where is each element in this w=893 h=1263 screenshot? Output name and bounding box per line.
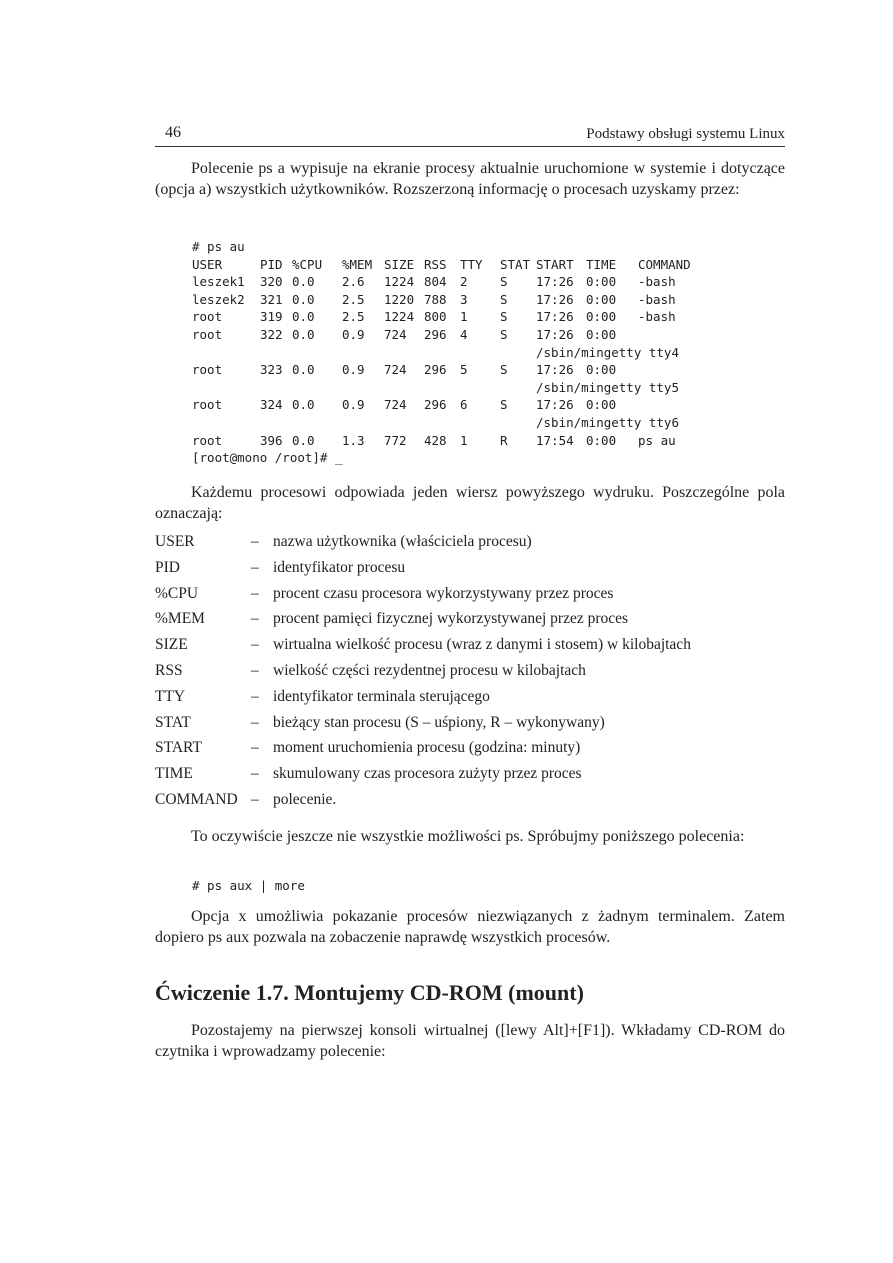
definition-row	[155, 713, 795, 739]
terminal-cell-rss: 296	[424, 397, 447, 413]
terminal-row	[192, 326, 752, 344]
terminal-cell-size: 724	[384, 326, 407, 342]
definition-row	[155, 635, 795, 661]
definition-dash: –	[251, 790, 259, 808]
terminal-cell-time: 0:00	[586, 397, 617, 413]
terminal-cell-command: /sbin/mingetty tty5	[536, 379, 679, 395]
terminal-cell-command: /sbin/mingetty tty4	[536, 344, 679, 360]
page-header	[155, 124, 785, 147]
definition-row	[155, 687, 795, 713]
terminal-cell-mem: 0.9	[342, 397, 365, 413]
definition-desc: moment uruchomienia procesu (godzina: minuty)	[273, 739, 581, 757]
terminal-cell-user: root	[192, 432, 223, 448]
definition-row	[155, 584, 795, 610]
terminal-cell-pid: 396	[260, 432, 283, 448]
definition-dash: –	[251, 765, 259, 783]
definition-term: START	[155, 739, 202, 757]
definition-term: TIME	[155, 765, 193, 783]
definition-row	[155, 738, 795, 764]
terminal-cell-time: 0:00	[586, 326, 617, 342]
terminal-row-command-wrap	[192, 379, 752, 397]
terminal-cell-pid: 322	[260, 326, 283, 342]
terminal-cell-cpu: 0.0	[292, 397, 315, 413]
definition-dash: –	[251, 739, 259, 757]
terminal-cell-time: 0:00	[586, 362, 617, 378]
terminal-cell-tty: 2	[460, 274, 468, 290]
terminal-cell-rss: 800	[424, 309, 447, 325]
terminal-col-stat: STAT	[500, 256, 531, 272]
terminal-cell-stat: S	[500, 291, 508, 307]
definition-desc: bieżący stan procesu (S – uśpiony, R – wykonywany)	[273, 713, 605, 731]
terminal-cell-cpu: 0.0	[292, 326, 315, 342]
page-number: 46	[165, 124, 181, 141]
terminal-cell-stat: S	[500, 326, 508, 342]
terminal-col-command: COMMAND	[638, 256, 691, 272]
definition-row	[155, 558, 795, 584]
terminal-column-header	[192, 256, 752, 274]
terminal-cell-cpu: 0.0	[292, 432, 315, 448]
paragraph-fields: Każdemu procesowi odpowiada jeden wiersz powyższego wydruku. Poszczególne pola oznaczają:	[155, 484, 785, 522]
terminal-cell-start: 17:26	[536, 309, 574, 325]
terminal-cell-cpu: 0.0	[292, 362, 315, 378]
terminal-cell-stat: S	[500, 309, 508, 325]
terminal-cell-tty: 1	[460, 309, 468, 325]
terminal-cell-user: root	[192, 326, 223, 342]
paragraph-option-x: Opcja x umożliwia pokazanie procesów niezwiązanych z żadnym terminalem. Zatem dopiero ps aux pozwala na zobaczenie naprawdę wszystkich procesów.	[155, 908, 785, 946]
terminal-cell-start: 17:26	[536, 326, 574, 342]
section-heading: Ćwiczenie 1.7. Montujemy CD-ROM (mount)	[155, 980, 584, 1005]
terminal-cell-start: 17:26	[536, 291, 574, 307]
terminal-cell-pid: 319	[260, 309, 283, 325]
terminal-cell-start: 17:26	[536, 274, 574, 290]
definition-dash: –	[251, 558, 259, 576]
terminal-cell-start: 17:26	[536, 362, 574, 378]
terminal-cell-size: 724	[384, 362, 407, 378]
paragraph-intro: Polecenie ps a wypisuje na ekranie procesy aktualnie uruchomione w systemie i dotyczące (opcja a) wszystkich użytkowników. Rozszerzoną informację o procesach uzyskamy przez:	[155, 160, 785, 198]
definition-row	[155, 764, 795, 790]
definition-desc: wirtualna wielkość procesu (wraz z danymi i stosem) w kilobajtach	[273, 636, 691, 654]
definition-dash: –	[251, 687, 259, 705]
terminal-cell-pid: 324	[260, 397, 283, 413]
terminal-cell-start: 17:26	[536, 397, 574, 413]
definition-term: TTY	[155, 687, 186, 705]
terminal-cell-rss: 296	[424, 362, 447, 378]
terminal-cell-pid: 320	[260, 274, 283, 290]
terminal-final-prompt: [root@mono /root]# _	[192, 450, 343, 466]
terminal-cell-size: 1224	[384, 274, 415, 290]
terminal-row	[192, 273, 752, 291]
terminal-col-time: TIME	[586, 256, 617, 272]
terminal-row	[192, 308, 752, 326]
terminal-cell-rss: 428	[424, 432, 447, 448]
definition-row	[155, 790, 795, 816]
terminal-cell-size: 724	[384, 397, 407, 413]
definition-desc: nazwa użytkownika (właściciela procesu)	[273, 533, 532, 550]
terminal-cell-size: 1220	[384, 291, 415, 307]
definition-term: STAT	[155, 713, 191, 731]
definition-term: %CPU	[155, 584, 199, 602]
terminal-cell-rss: 788	[424, 291, 447, 307]
definition-dash: –	[251, 584, 259, 602]
command-ps-aux-more: # ps aux | more	[192, 878, 305, 893]
terminal-row-command-wrap	[192, 414, 752, 432]
terminal-cell-rss: 804	[424, 274, 447, 290]
terminal-col-start: START	[536, 256, 574, 272]
terminal-cell-size: 1224	[384, 309, 415, 325]
terminal-row	[192, 432, 752, 450]
terminal-cell-tty: 3	[460, 291, 468, 307]
terminal-prompt-command: # ps au	[192, 239, 245, 254]
terminal-cell-command: ps au	[638, 432, 676, 448]
definition-desc: procent czasu procesora wykorzystywany przez proces	[273, 584, 614, 602]
terminal-cell-time: 0:00	[586, 291, 617, 307]
definition-term: COMMAND	[155, 790, 238, 808]
terminal-cell-user: root	[192, 309, 223, 325]
terminal-cell-stat: S	[500, 362, 508, 378]
definition-dash: –	[251, 636, 259, 654]
terminal-cell-tty: 4	[460, 326, 468, 342]
definition-term: RSS	[155, 661, 183, 679]
definition-desc: polecenie.	[273, 790, 337, 808]
definition-dash: –	[251, 610, 259, 628]
paragraph-more: To oczywiście jeszcze nie wszystkie możliwości ps. Spróbujmy poniższego polecenia:	[191, 828, 745, 845]
terminal-row	[192, 291, 752, 309]
definition-row	[155, 661, 795, 687]
terminal-cell-cpu: 0.0	[292, 274, 315, 290]
terminal-row-command-wrap	[192, 344, 752, 362]
running-title: Podstawy obsługi systemu Linux	[586, 126, 785, 142]
terminal-cell-mem: 2.5	[342, 291, 365, 307]
paragraph-cdrom: Pozostajemy na pierwszej konsoli wirtualnej ([lewy Alt]+[F1]). Wkładamy CD-ROM do czytnika i wprowadzamy polecenie:	[155, 1022, 785, 1060]
definition-desc: skumulowany czas procesora zużyty przez proces	[273, 765, 582, 783]
terminal-col-size: SIZE	[384, 256, 415, 272]
terminal-rows	[192, 273, 752, 449]
terminal-cell-cpu: 0.0	[292, 291, 315, 307]
terminal-cell-rss: 296	[424, 326, 447, 342]
terminal-cell-mem: 2.6	[342, 274, 365, 290]
terminal-output	[192, 238, 752, 467]
definition-desc: identyfikator terminala sterującego	[273, 687, 490, 705]
terminal-cell-mem: 0.9	[342, 326, 365, 342]
terminal-cell-mem: 0.9	[342, 362, 365, 378]
terminal-cell-time: 0:00	[586, 309, 617, 325]
terminal-cell-user: root	[192, 362, 223, 378]
terminal-col-user: USER	[192, 256, 223, 272]
definition-dash: –	[251, 713, 259, 731]
terminal-cell-mem: 2.5	[342, 309, 365, 325]
terminal-cell-user: root	[192, 397, 223, 413]
terminal-col-mem: %MEM	[342, 256, 373, 272]
terminal-cell-command: -bash	[638, 274, 676, 290]
terminal-cell-command: -bash	[638, 291, 676, 307]
definition-term: %MEM	[155, 610, 205, 628]
definition-dash: –	[251, 533, 259, 550]
terminal-cell-pid: 323	[260, 362, 283, 378]
definition-dash: –	[251, 661, 259, 679]
definition-desc: identyfikator procesu	[273, 558, 406, 576]
definition-row	[155, 532, 795, 558]
terminal-cell-command: -bash	[638, 309, 676, 325]
terminal-cell-user: leszek2	[192, 291, 245, 307]
terminal-cell-stat: R	[500, 432, 508, 448]
definition-desc: procent pamięci fizycznej wykorzystywanej przez proces	[273, 610, 629, 628]
terminal-cell-pid: 321	[260, 291, 283, 307]
terminal-cell-start: 17:54	[536, 432, 574, 448]
terminal-cell-stat: S	[500, 397, 508, 413]
terminal-cell-size: 772	[384, 432, 407, 448]
terminal-cell-mem: 1.3	[342, 432, 365, 448]
field-definitions	[155, 532, 795, 816]
definition-row	[155, 609, 795, 635]
terminal-cell-tty: 5	[460, 362, 468, 378]
definition-term: USER	[155, 533, 195, 550]
terminal-cell-user: leszek1	[192, 274, 245, 290]
terminal-col-rss: RSS	[424, 256, 447, 272]
terminal-cell-time: 0:00	[586, 274, 617, 290]
definition-term: PID	[155, 558, 180, 576]
definition-term: SIZE	[155, 636, 188, 654]
terminal-col-cpu: %CPU	[292, 256, 323, 272]
terminal-col-pid: PID	[260, 256, 283, 272]
terminal-cell-cpu: 0.0	[292, 309, 315, 325]
terminal-row	[192, 361, 752, 379]
definition-desc: wielkość części rezydentnej procesu w kilobajtach	[273, 661, 586, 679]
terminal-cell-stat: S	[500, 274, 508, 290]
terminal-cell-command: /sbin/mingetty tty6	[536, 414, 679, 430]
terminal-cell-time: 0:00	[586, 432, 617, 448]
terminal-cell-tty: 6	[460, 397, 468, 413]
terminal-cell-tty: 1	[460, 432, 468, 448]
terminal-row	[192, 396, 752, 414]
terminal-col-tty: TTY	[460, 256, 483, 272]
